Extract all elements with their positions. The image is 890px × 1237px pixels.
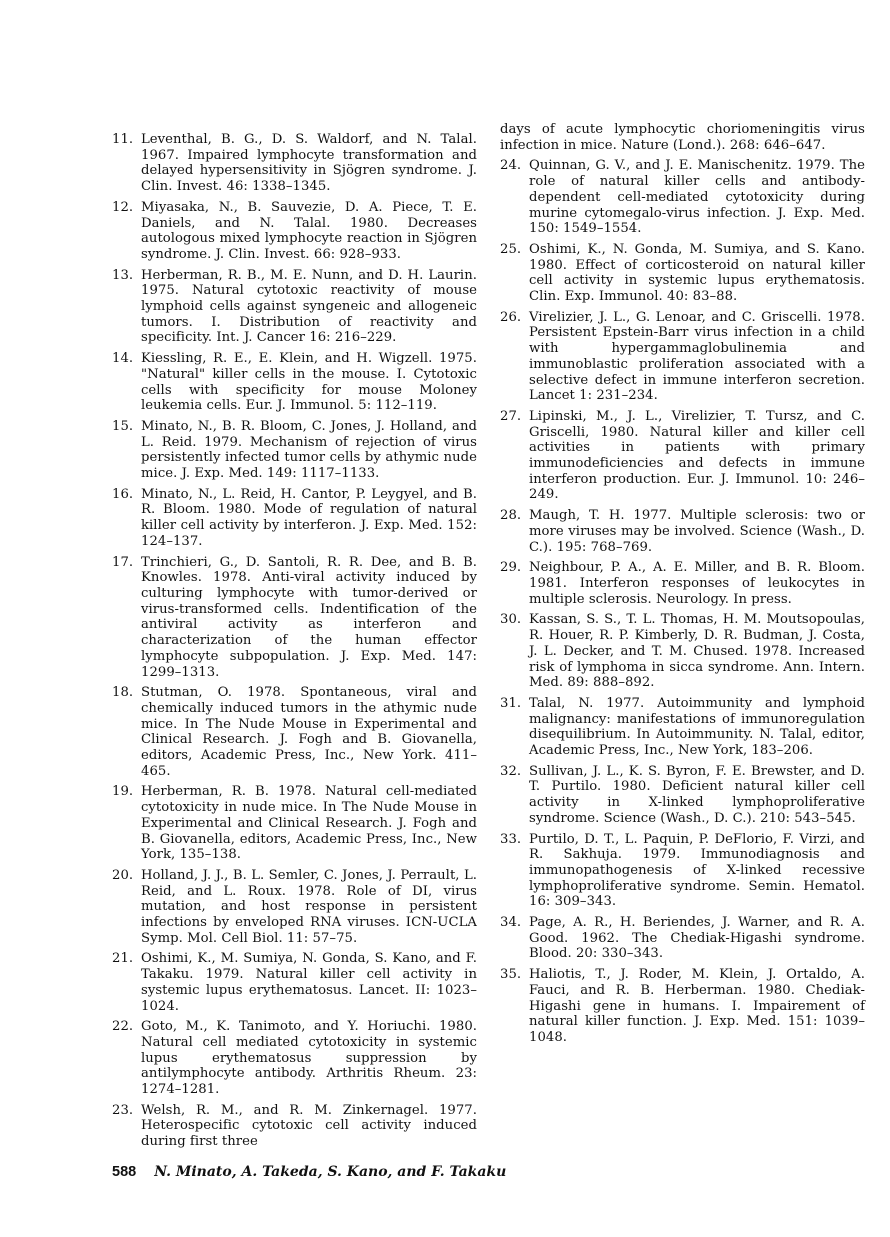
reference-text: Oshimi, K., N. Gonda, M. Sumiya, and S. Kano. 1980. Effect of corticosteroid on natural killer cell activity in systemic lupus erythematosis. Clin. Exp. Immunol. 40: 83–88. xyxy=(529,241,865,305)
reference-number: 23. xyxy=(112,1102,134,1118)
reference-number: 29. xyxy=(500,560,522,576)
reference-text: Minato, N., B. R. Bloom, C. Jones, J. Holland, and L. Reid. 1979. Mechanism of rejection of virus persistently infected tumor cells by athymic nude mice. J. Exp. Med. 149: 1117–1133. xyxy=(141,418,477,482)
reference-number: 19. xyxy=(112,784,134,800)
reference-text: Miyasaka, N., B. Sauvezie, D. A. Piece, T. E. Daniels, and N. Talal. 1980. Decreases autologous mixed lymphocyte reaction in Sjögren syndrome. J. Clin. Invest. 66: 928–933. xyxy=(141,199,477,262)
reference-number: 14. xyxy=(112,351,134,367)
reference-item xyxy=(112,784,477,863)
reference-item xyxy=(500,967,865,1046)
reference-item xyxy=(112,132,477,195)
reference-item xyxy=(500,508,865,555)
reference-text: Talal, N. 1977. Autoimmunity and lymphoid malignancy: manifestations of immunoregulation disequilibrium. In Autoimmunity. N. Talal, editor, Academic Press, Inc., New York, 183–206. xyxy=(529,695,865,759)
reference-text: Quinnan, G. V., and J. E. Manischenitz. 1979. The role of natural killer cells and antibody-dependent cell-mediated cytotoxicity during murine cytomegalo-virus infection. J. Exp. Med. 150: 1549–1554. xyxy=(529,158,865,237)
reference-item xyxy=(500,560,865,607)
reference-text: Stutman, O. 1978. Spontaneous, viral and chemically induced tumors in the athymic nude mice. In The Nude Mouse in Experimental and Clinical Research. J. Fogh and B. Giovanella, editors, Academic Press, Inc., New York. 411–465. xyxy=(141,685,477,779)
reference-number: 12. xyxy=(112,199,134,215)
reference-number: 25. xyxy=(500,241,522,257)
reference-item xyxy=(112,419,477,482)
reference-number: 32. xyxy=(500,763,522,779)
reference-item xyxy=(500,764,865,827)
reference-item xyxy=(500,242,865,305)
reference-number: 33. xyxy=(500,831,522,847)
reference-column-left xyxy=(112,132,477,1155)
reference-text: Maugh, T. H. 1977. Multiple sclerosis: two or more viruses may be involved. Science (Wash., D. C.). 195: 768–769. xyxy=(529,508,865,555)
reference-number: 16. xyxy=(112,486,134,502)
reference-item xyxy=(500,832,865,911)
reference-text: Leventhal, B. G., D. S. Waldorf, and N. Talal. 1967. Impaired lymphocyte transformation and delayed hypersensitivity in Sjögren syndrome. J. Clin. Invest. 46: 1338–1345. xyxy=(141,132,477,195)
reference-number: 21. xyxy=(112,951,134,967)
reference-number: 18. xyxy=(112,685,134,701)
reference-item xyxy=(500,696,865,759)
reference-continuation: days of acute lymphocytic choriomeningitis virus infection in mice. Nature (Lond.). 268: 646–647. xyxy=(500,122,865,153)
reference-item xyxy=(500,158,865,237)
reference-number: 35. xyxy=(500,967,522,983)
reference-text: Kassan, S. S., T. L. Thomas, H. M. Moutsopoulas, R. Houer, R. P. Kimberly, D. R. Budman, J. Costa, J. L. Decker, and T. M. Chused. 1978. Increased risk of lymphoma in sicca syndrome. Ann. Intern. Med. 89: 888–892. xyxy=(529,612,865,691)
reference-item xyxy=(112,1019,477,1098)
reference-text: Lipinski, M., J. L., Virelizier, T. Tursz, and C. Griscelli, 1980. Natural killer and killer cell activities in patients with primary immunodeficiencies and defects in immune interferon production. Eur. J. Immunol. 10: 246–249. xyxy=(529,408,865,503)
reference-number: 34. xyxy=(500,915,522,931)
reference-item xyxy=(112,951,477,1014)
reference-text: Haliotis, T., J. Roder, M. Klein, J. Ortaldo, A. Fauci, and R. B. Herberman. 1980. Chediak-Higashi gene in humans. I. Impairement of natural killer function. J. Exp. Med. 151: 1039–1048. xyxy=(529,967,865,1045)
reference-item xyxy=(500,310,865,404)
reference-text: Sullivan, J. L., K. S. Byron, F. E. Brewster, and D. T. Purtilo. 1980. Deficient natural killer cell activity in X-linked lymphoproliferative syndrome. Science (Wash., D. C.). 210: 543–545. xyxy=(529,763,865,826)
reference-text: Welsh, R. M., and R. M. Zinkernagel. 1977. Heterospecific cytotoxic cell activity induced during first three xyxy=(141,1102,477,1150)
reference-number: 17. xyxy=(112,554,134,570)
reference-number: 22. xyxy=(112,1019,134,1035)
reference-item xyxy=(112,487,477,550)
reference-text: Virelizier, J. L., G. Lenoar, and C. Griscelli. 1978. Persistent Epstein-Barr virus infection in a child with hypergammaglobulinemia and immunoblastic proliferation associated with a selective defect in immune interferon secretion. Lancet 1: 231–234. xyxy=(529,309,865,404)
reference-column-right xyxy=(500,122,865,1051)
reference-item xyxy=(112,868,477,947)
reference-item xyxy=(112,268,477,347)
page-number: 588 xyxy=(112,1164,137,1180)
running-authors: N. Minato, A. Takeda, S. Kano, and F. Takaku xyxy=(154,1164,507,1180)
reference-item xyxy=(112,555,477,681)
reference-number: 11. xyxy=(112,132,134,147)
reference-item xyxy=(112,1103,477,1150)
reference-number: 20. xyxy=(112,867,134,883)
reference-text: Herberman, R. B. 1978. Natural cell-mediated cytotoxicity in nude mice. In The Nude Mouse in Experimental and Clinical Research. J. Fogh and B. Giovanella, editors, Academic Press, Inc., New York, 135–138. xyxy=(141,784,477,863)
reference-number: 31. xyxy=(500,695,522,711)
reference-number: 30. xyxy=(500,612,522,628)
reference-number: 26. xyxy=(500,309,522,325)
reference-number: 28. xyxy=(500,508,522,524)
reference-text: Oshimi, K., M. Sumiya, N. Gonda, S. Kano, and F. Takaku. 1979. Natural killer cell activity in systemic lupus erythematosus. Lancet. II: 1023–1024. xyxy=(141,951,477,1014)
reference-item xyxy=(500,409,865,503)
reference-text: Holland, J. J., B. L. Semler, C. Jones, J. Perrault, L. Reid, and L. Roux. 1978. Role of DI, virus mutation, and host response in persistent infections by enveloped RNA viruses. ICN-UCLA Symp. Mol. Cell Biol. 11: 57–75. xyxy=(141,867,477,946)
reference-text: Neighbour, P. A., A. E. Miller, and B. R. Bloom. 1981. Interferon responses of leukocytes in multiple sclerosis. Neurology. In press. xyxy=(529,560,865,607)
reference-text: Goto, M., K. Tanimoto, and Y. Horiuchi. 1980. Natural cell mediated cytotoxicity in systemic lupus erythematosus suppression by antilymphocyte antibody. Arthritis Rheum. 23: 1274–1281. xyxy=(141,1019,477,1098)
reference-item xyxy=(500,915,865,962)
reference-text: Purtilo, D. T., L. Paquin, P. DeFlorio, F. Virzi, and R. Sakhuja. 1979. Immunodiagnosis and immunopathogenesis of X-linked recessive lymphoproliferative syndrome. Semin. Hematol. 16: 309–343. xyxy=(529,831,865,910)
reference-number: 15. xyxy=(112,418,134,434)
reference-text: Page, A. R., H. Beriendes, J. Warner, and R. A. Good. 1962. The Chediak-Higashi syndrome. Blood. 20: 330–343. xyxy=(529,915,865,962)
reference-item xyxy=(112,351,477,414)
reference-text: Herberman, R. B., M. E. Nunn, and D. H. Laurin. 1975. Natural cytotoxic reactivity of mouse lymphoid cells against syngeneic and allogeneic tumors. I. Distribution of reactivity and specificity. Int. J. Cancer 16: 216–229. xyxy=(141,267,477,346)
reference-number: 27. xyxy=(500,408,522,424)
reference-item xyxy=(112,200,477,263)
reference-item xyxy=(500,612,865,691)
reference-text: Trinchieri, G., D. Santoli, R. R. Dee, and B. B. Knowles. 1978. Anti-viral activity induced by culturing lymphocyte with tumor-derived or virus-transformed cells. Indentification of the antiviral activity as interferon and characterization of the human effector lymphocyte subpopulation. J. Exp. Med. 147: 1299–1313. xyxy=(141,554,477,680)
page-footer xyxy=(112,1164,506,1180)
reference-number: 13. xyxy=(112,267,134,283)
reference-text: Minato, N., L. Reid, H. Cantor, P. Leygyel, and B. R. Bloom. 1980. Mode of regulation of natural killer cell activity by interferon. J. Exp. Med. 152: 124–137. xyxy=(141,486,477,549)
reference-text: Kiessling, R. E., E. Klein, and H. Wigzell. 1975. "Natural" killer cells in the mouse. I. Cytotoxic cells with specificity for mouse Moloney leukemia cells. Eur. J. Immunol. 5: 112–119. xyxy=(141,351,477,414)
reference-item xyxy=(112,685,477,779)
reference-number: 24. xyxy=(500,158,522,174)
